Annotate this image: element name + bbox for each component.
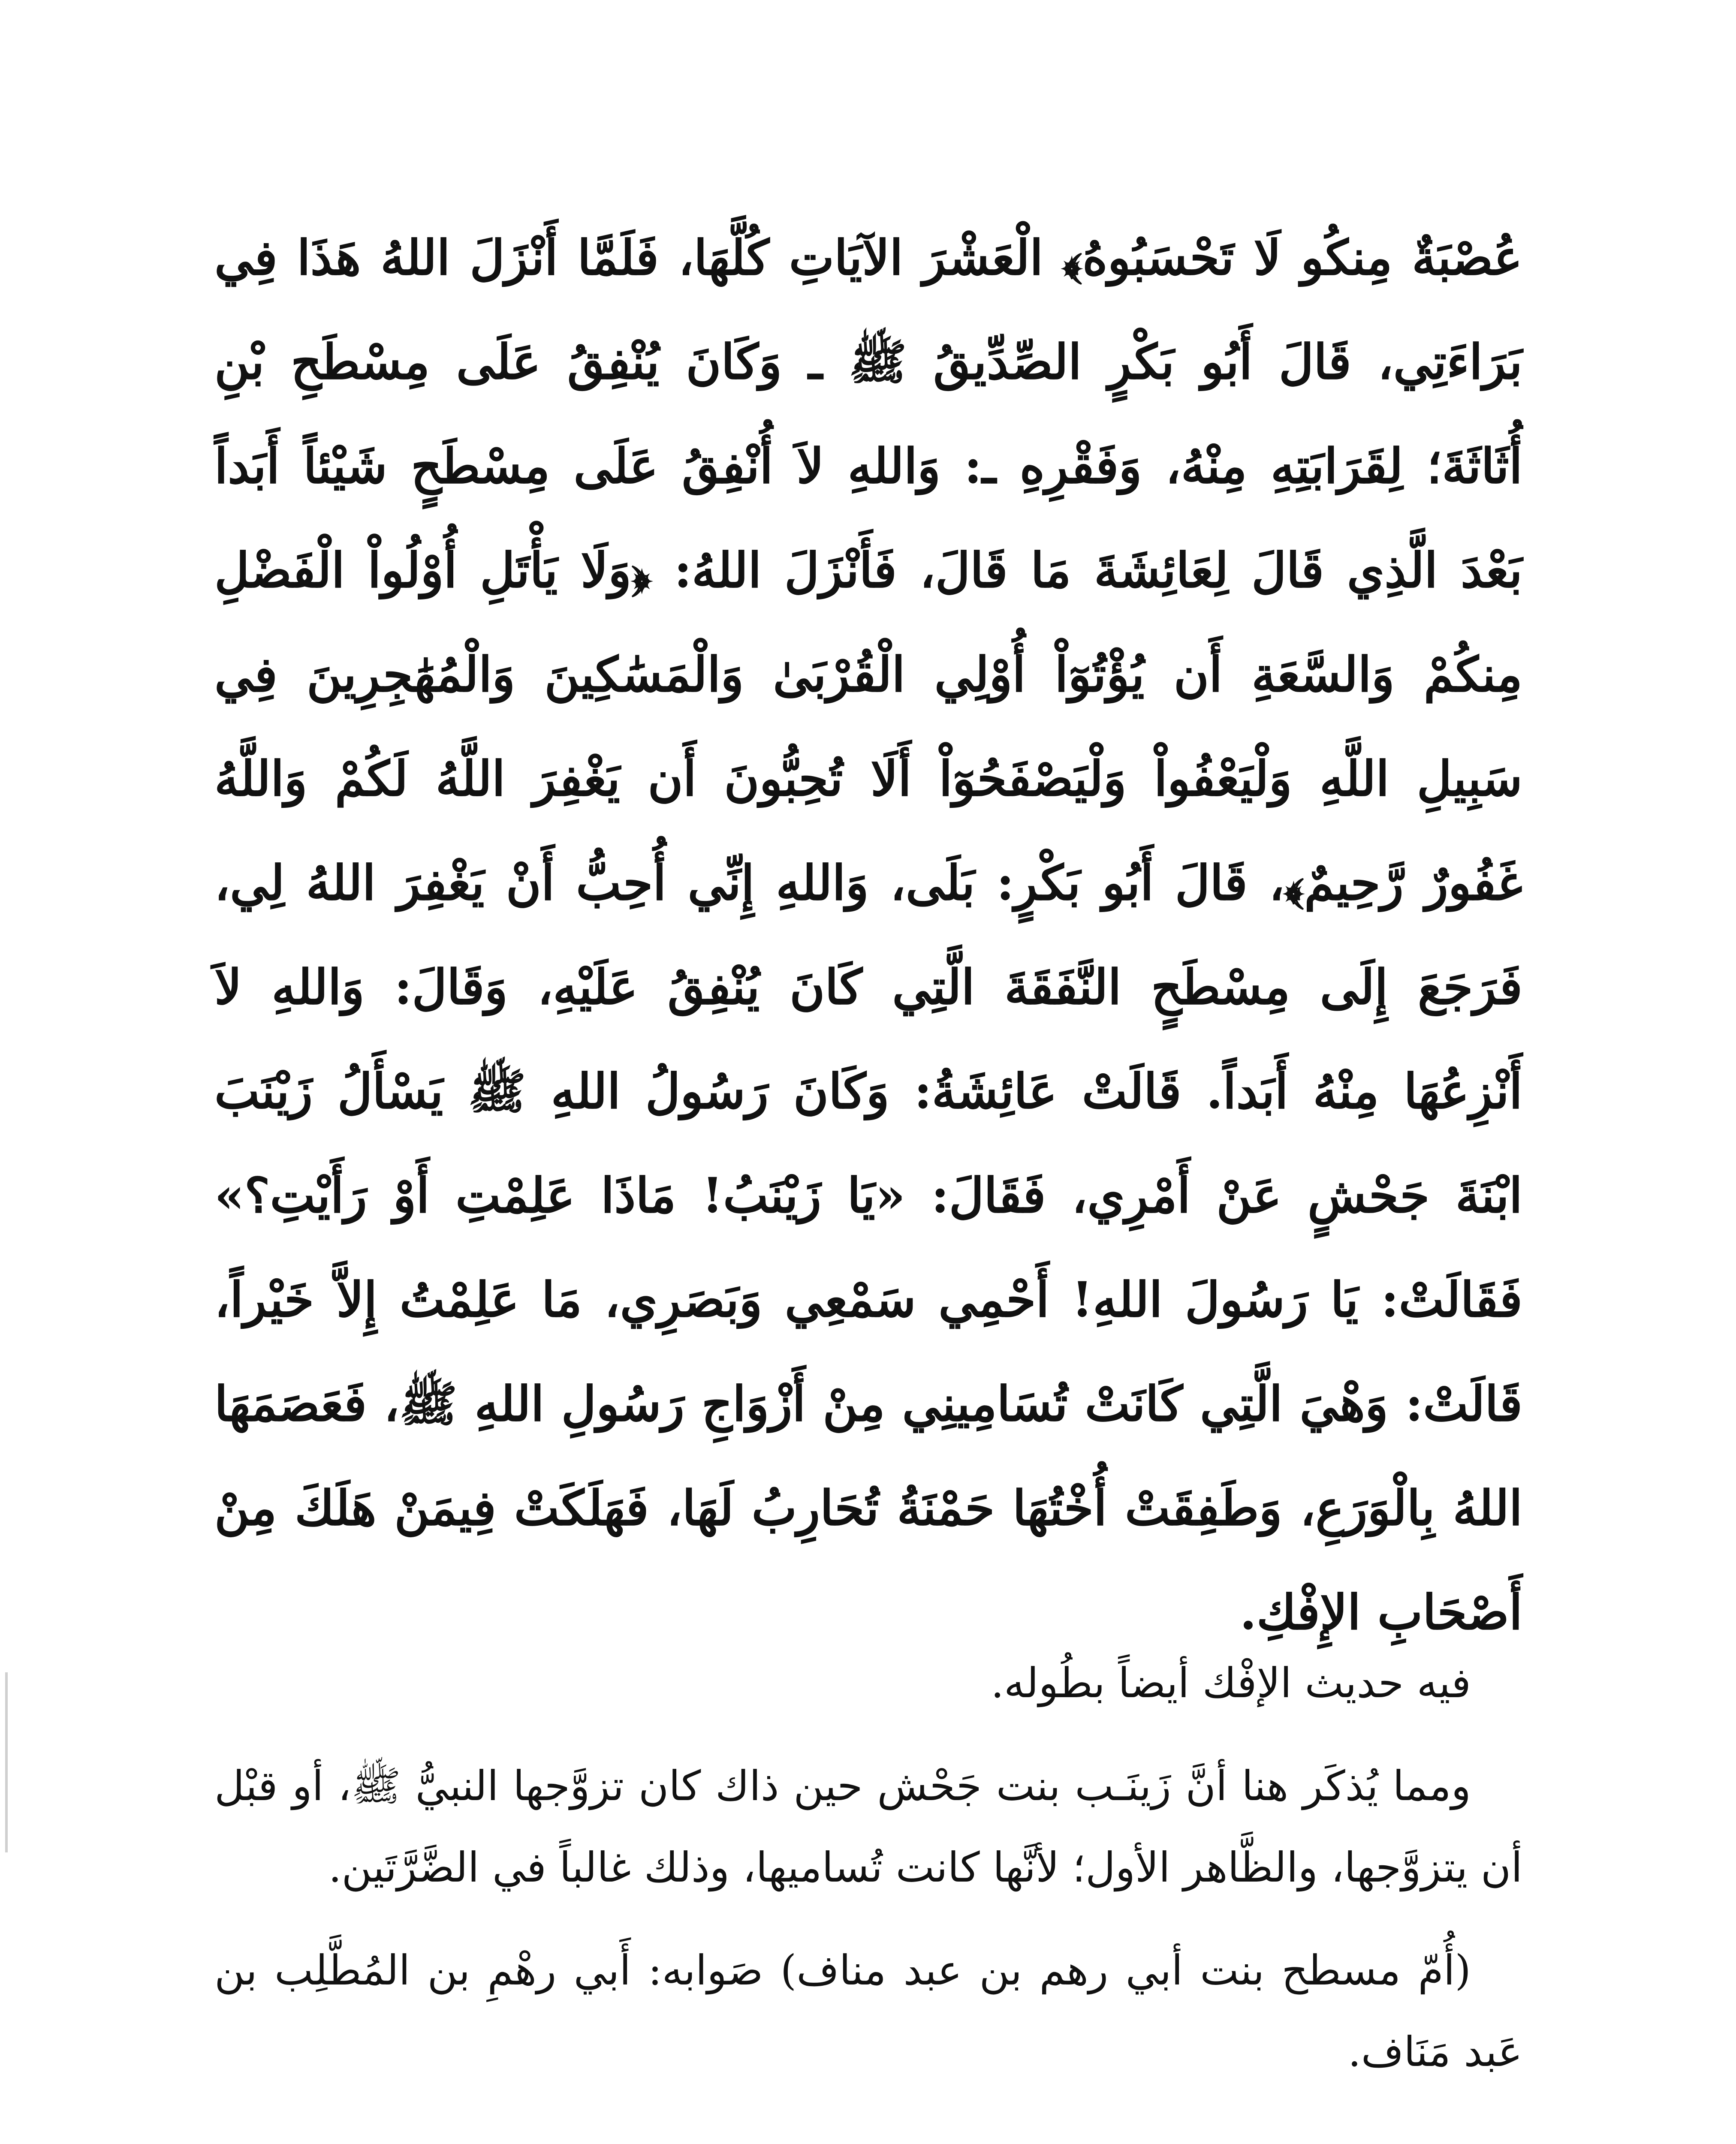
hadith-text-block <box>214 206 1522 1665</box>
commentary-paragraph-1: فيه حديث الإفْك أيضاً بطُوله. <box>991 1659 1471 1707</box>
scan-edge-mark <box>5 1672 8 1852</box>
hadith-paragraph: عُصْبَةٌ مِنكُو لَا تَحْسَبُوهُ﴾ الْعَشْرَ الآيَاتِ كُلَّهَا، فَلَمَّا أَنْزَلَ اللهُ هَذَا فِي بَرَاءَتِي، قَالَ أَبُو بَكْرٍ الصِّدِّيقُ ﷺ ـ وَكَانَ يُنْفِقُ عَلَى مِسْطَحِ بْنِ أُثَاثَةَ؛ لِقَرَابَتِهِ مِنْهُ، وَفَقْرِهِ ـ: وَاللهِ لاَ أُنْفِقُ عَلَى مِسْطَحٍ شَيْئاً أَبَداً بَعْدَ الَّذِي قَالَ لِعَائِشَةَ مَا قَالَ، فَأَنْزَلَ اللهُ: ﴿وَلَا يَأْتَلِ أُوْلُواْ الْفَضْلِ مِنكُمْ وَالسَّعَةِ أَن يُؤْتُوٓاْ أُوْلِي الْقُرْبَىٰ وَالْمَسَٰكِينَ وَالْمُهَٰجِرِينَ فِي سَبِيلِ اللَّهِ وَلْيَعْفُواْ وَلْيَصْفَحُوٓاْ أَلَا تُحِبُّونَ أَن يَغْفِرَ اللَّهُ لَكُمْ وَاللَّهُ غَفُورٌ رَّحِيمٌ﴾، قَالَ أَبُو بَكْرٍ: بَلَى، وَاللهِ إِنِّي أُحِبُّ أَنْ يَغْفِرَ اللهُ لِي، فَرَجَعَ إِلَى مِسْطَحٍ النَّفَقَةَ الَّتِي كَانَ يُنْفِقُ عَلَيْهِ، وَقَالَ: وَاللهِ لاَ أَنْزِعُهَا مِنْهُ أَبَداً. قَالَتْ عَائِشَةُ: وَكَانَ رَسُولُ اللهِ ﷺ يَسْأَلُ زَيْنَبَ ابْنَةَ جَحْشٍ عَنْ أَمْرِي، فَقَالَ: «يَا زَيْنَبُ! مَاذَا عَلِمْتِ أَوْ رَأَيْتِ؟» فَقَالَتْ: يَا رَسُولَ اللهِ! أَحْمِي سَمْعِي وَبَصَرِي، مَا عَلِمْتُ إِلاَّ خَيْراً، قَالَتْ: وَهْيَ الَّتِي كَانَتْ تُسَامِينِي مِنْ أَزْوَاجِ رَسُولِ اللهِ ﷺ، فَعَصَمَهَا اللهُ بِالْوَرَعِ، وَطَفِقَتْ أُخْتُهَا حَمْنَةُ تُحَارِبُ لَهَا، فَهَلَكَتْ فِيمَنْ هَلَكَ مِنْ أَصْحَابِ الإِفْكِ. <box>214 230 1523 1641</box>
commentary-paragraph-2: ومما يُذكَر هنا أنَّ زَينَـب بنت جَحْش حين ذاك كان تزوَّجها النبيُّ ﷺ، أو قبْل أن يتزوَّجها، والظَّاهر الأول؛ لأنَّها كانت تُساميها، وذلك غالباً في الضَّرَّتَين. <box>214 1762 1522 1891</box>
commentary-block <box>214 1642 1522 2114</box>
commentary-paragraph-3: (أُمّ مسطح بنت أبي رهم بن عبد مناف) صَوابه: أَبي رهْمِ بن المُطَّلِب بن عَبد مَنَاف. <box>214 1946 1522 2076</box>
